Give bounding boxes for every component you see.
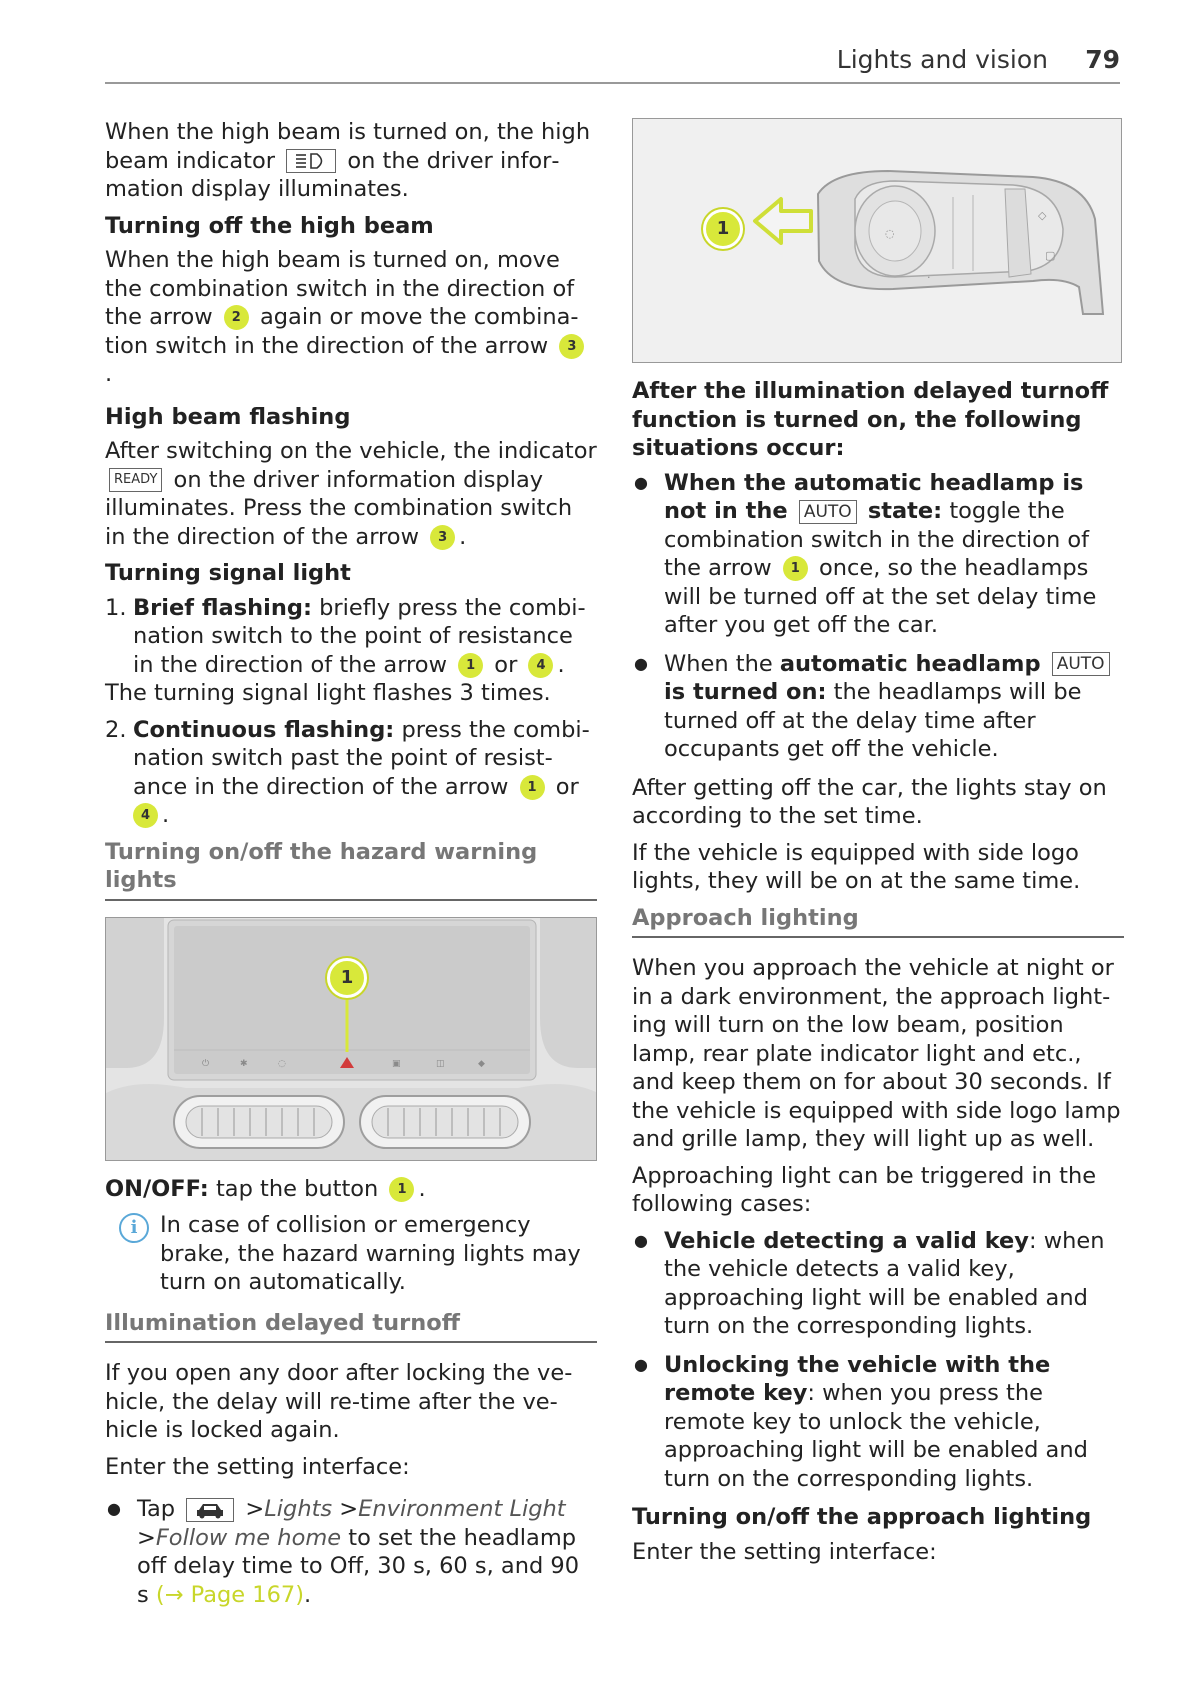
arrow-badge-4: 4 <box>528 653 553 678</box>
high-beam-intro: When the high beam is turned on, the high beam indicator on the driver information display illuminates. <box>105 119 591 202</box>
svg-text:▢: ▢ <box>1045 249 1056 262</box>
arrow-badge-2: 2 <box>224 305 249 330</box>
enter-setting-text: Enter the setting interface: <box>105 1453 410 1480</box>
svg-text:◌: ◌ <box>278 1058 286 1069</box>
auto-indicator-icon: AUTO <box>799 500 857 524</box>
heading-approach-lighting: Approach lighting <box>632 904 1124 939</box>
heading-turning-on-off-approach-lighting: Turning on/off the approach lighting <box>632 1504 1092 1530</box>
figure-callout-1: 1 <box>327 958 367 998</box>
info-icon: i <box>119 1213 149 1243</box>
section-title: Lights and vision <box>836 45 1048 74</box>
flash-count-text: The turning signal light flashes 3 times. <box>105 680 551 706</box>
high-beam-indicator-icon <box>286 149 336 173</box>
setting-steps-list <box>105 1495 597 1609</box>
arrow-badge-1: 1 <box>458 653 483 678</box>
delayed-turnoff-situations-heading: After the illumination delayed turnoff function is turned on, the following situations occur: <box>632 378 1109 461</box>
high-beam-flashing-text: After switching on the vehicle, the indicator READY on the driver information display illuminates. Press the combination switch in the direction of the arrow 3 . <box>105 438 597 550</box>
on-off-text: ON/OFF: tap the button 1 . <box>105 1175 426 1202</box>
heading-high-beam-flashing: High beam flashing <box>105 403 351 430</box>
svg-text:◌: ◌ <box>885 227 895 240</box>
heading-turning-signal-light: Turning signal light <box>105 560 351 586</box>
info-note: i In case of collision or emergency brake, the hazard warning lights may turn on automatically. <box>105 1211 597 1297</box>
trigger-cases-list <box>632 1227 1124 1494</box>
heading-turning-off-high-beam: Turning off the high beam <box>105 212 434 239</box>
auto-indicator-icon: AUTO <box>1052 652 1110 676</box>
list-item: ● Unlocking the vehicle with the remote key: when you press the remote key to unlock the vehicle, approaching light will be enabled and turn on the corresponding lights. <box>632 1351 1124 1494</box>
svg-text:✱: ✱ <box>240 1058 248 1069</box>
page-link[interactable]: (→ Page 167) <box>155 1581 305 1608</box>
situations-list <box>632 469 1124 764</box>
combination-switch-figure <box>632 118 1122 363</box>
svg-text:▣: ▣ <box>392 1058 401 1069</box>
turning-off-text: When the high beam is turned on, move the combination switch in the direction of the arrow 2 again or move the combination switch in the direction of the arrow 3 . <box>105 246 597 389</box>
arrow-badge-1: 1 <box>520 775 545 800</box>
delay-text: If you open any door after locking the vehicle, the delay will re-time after the vehicle is locked again. <box>105 1360 573 1443</box>
dashboard-illustration <box>106 918 597 1161</box>
button-badge-1: 1 <box>389 1177 414 1202</box>
hazard-button-figure <box>105 917 597 1161</box>
arrow-badge-1: 1 <box>783 556 808 581</box>
trigger-cases-text: Approaching light can be triggered in the following cases: <box>632 1162 1097 1217</box>
side-logo-text: If the vehicle is equipped with side logo lights, they will be on at the same time. <box>632 839 1081 894</box>
svg-text:◇: ◇ <box>1038 209 1047 222</box>
list-item: ● Vehicle detecting a valid key: when the vehicle detects a valid key, approaching light will be enabled and turn on the corresponding lights. <box>632 1227 1124 1341</box>
heading-hazard-warning-lights: Turning on/off the hazard warning lights <box>105 838 597 901</box>
figure-callout-1: 1 <box>703 209 743 249</box>
list-item: ● When the automatic headlamp is not in the AUTO state: toggle the combination switch in the direction of the arrow 1 once, so the headlamps will be turned off at the set delay time after you get off the car. <box>632 469 1124 640</box>
arrow-badge-3: 3 <box>430 525 455 550</box>
ready-indicator-icon: READY <box>109 468 162 492</box>
approach-lighting-text: When you approach the vehicle at night or in a dark environment, the approach lighting will turn on the low beam, position lamp, rear plate indicator light and etc., and keep them on for about 30 seconds. If the vehicle is equipped with side logo lamp and grille lamp, they will light up as well. <box>632 955 1121 1152</box>
svg-text:⏻: ⏻ <box>202 1058 210 1069</box>
left-column <box>105 118 597 1619</box>
heading-illumination-delayed-turnoff: Illumination delayed turnoff <box>105 1309 597 1344</box>
car-icon <box>186 1498 234 1522</box>
svg-text:·: · <box>927 271 931 284</box>
svg-text:◫: ◫ <box>436 1058 445 1069</box>
svg-text:◆: ◆ <box>478 1058 485 1069</box>
list-item: ● When the automatic headlamp AUTO is turned on: the headlamps will be turned off at the delay time after occupants get off the vehicle. <box>632 650 1124 764</box>
page-number: 79 <box>1085 45 1120 74</box>
turning-signal-list <box>105 594 597 680</box>
list-item: ● Tap >Lights >Environment Light >Follow me home to set the headlamp off delay time to Off, 30 s, 60 s, and 90 s (→ Page 167). <box>105 1495 597 1609</box>
turning-signal-list-2 <box>105 716 597 830</box>
after-getting-off-text: After getting off the car, the lights stay on according to the set time. <box>632 774 1107 829</box>
page-header <box>105 44 1120 84</box>
list-item: 2. Continuous flashing: press the combination switch past the point of resistance in the direction of the arrow 1 or 4 . <box>105 716 590 828</box>
list-item: 1. Brief flashing: briefly press the combination switch to the point of resistance in the direction of the arrow 1 or 4 . <box>105 594 586 678</box>
arrow-badge-3: 3 <box>559 334 584 359</box>
enter-setting-text: Enter the setting interface: <box>632 1538 937 1565</box>
right-column <box>632 118 1124 1574</box>
arrow-badge-4: 4 <box>133 803 158 828</box>
